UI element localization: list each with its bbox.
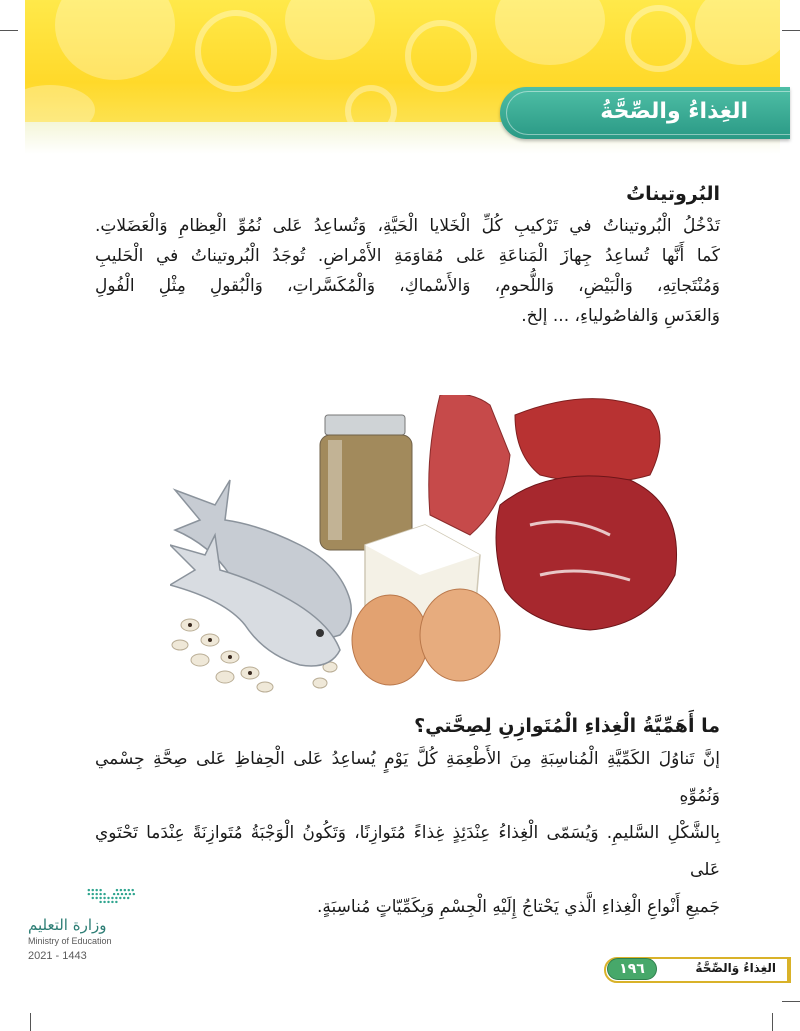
paragraph-line: وَالعَدَسِ وَالفاصُولياءِ، ... إلخ. (521, 306, 720, 326)
ministry-year: 2021 - 1443 (28, 950, 87, 962)
paragraph-line: بِالشَّكْلِ السَّليمِ. وَيُسَمّى الْغِذاءُ عِنْدَئِذٍ غِذاءً مُتَوازِنًا، وَتَكُونُ الْوَجْبَةُ مُتَوازِنَةً عِنْدَما تَحْتَوي عَلى (95, 823, 720, 880)
importance-paragraph (95, 741, 720, 926)
importance-heading: ما أَهَمِّيَّةُ الْغِذاءِ الْمُتَوازِنِ لِصِحَّتي؟ (414, 715, 720, 737)
crop-mark (772, 1013, 773, 1031)
paragraph-line: تَدْخُلُ الْبُروتيناتُ في تَرْكيبِ كُلِّ الْخَلايا الْحَيَّةِ، وَتُساعِدُ عَلى نُمُوِّ الْعِظامِ وَالْعَضَلاتِ. (95, 216, 720, 236)
crop-mark (0, 30, 18, 31)
paragraph-line: وَمُنْتَجاتِهِ، وَالْبَيْضِ، وَاللُّحومِ، وَالأَسْماكِ، وَالْمُكَسَّراتِ، وَالْبُقولِ مِثْلِ الْفُولِ (95, 276, 720, 296)
paragraph-line: كَما أَنَّها تُساعِدُ جِهازَ الْمَناعَةِ عَلى مُقاوَمَةِ الأَمْراضِ. تُوجَدُ الْبُروتيناتُ في الْحَليبِ (95, 246, 720, 266)
chapter-title-tab (500, 87, 790, 139)
protein-foods-image (170, 395, 685, 695)
crop-mark (30, 1013, 31, 1031)
proteins-heading: البُروتيناتُ (626, 183, 720, 205)
footer-chapter-title: الغِذاءُ وَالصِّحَّةُ (695, 961, 776, 975)
crop-mark (782, 30, 800, 31)
page-number: ١٩٦ (607, 958, 657, 980)
ministry-name-arabic: وزارة التعليم (28, 916, 107, 934)
ministry-name-english: Ministry of Education (28, 936, 112, 946)
lentil-jar-icon (320, 415, 412, 550)
paragraph-line: جَميعِ أَنْواعِ الْغِذاءِ الَّذي يَحْتاجُ إِلَيْهِ الْجِسْمِ وَبِكَمِّيّاتٍ مُناسِبَةٍ. (317, 897, 720, 917)
paragraph-line: إنَّ تَناوُلَ الكَمِّيَّةِ الْمُناسِبَةِ مِنَ الأَطْعِمَةِ كُلَّ يَوْمٍ يُساعِدُ عَلى الْحِفاظِ عَلى صِحَّةِ جِسْمي وَنُمُوِّهِ (95, 749, 720, 806)
crop-mark (782, 1001, 800, 1002)
chapter-title: الغِذاءُ والصِّحَّةُ (600, 99, 748, 124)
ministry-logo-icon (86, 878, 176, 918)
proteins-paragraph (95, 211, 720, 331)
